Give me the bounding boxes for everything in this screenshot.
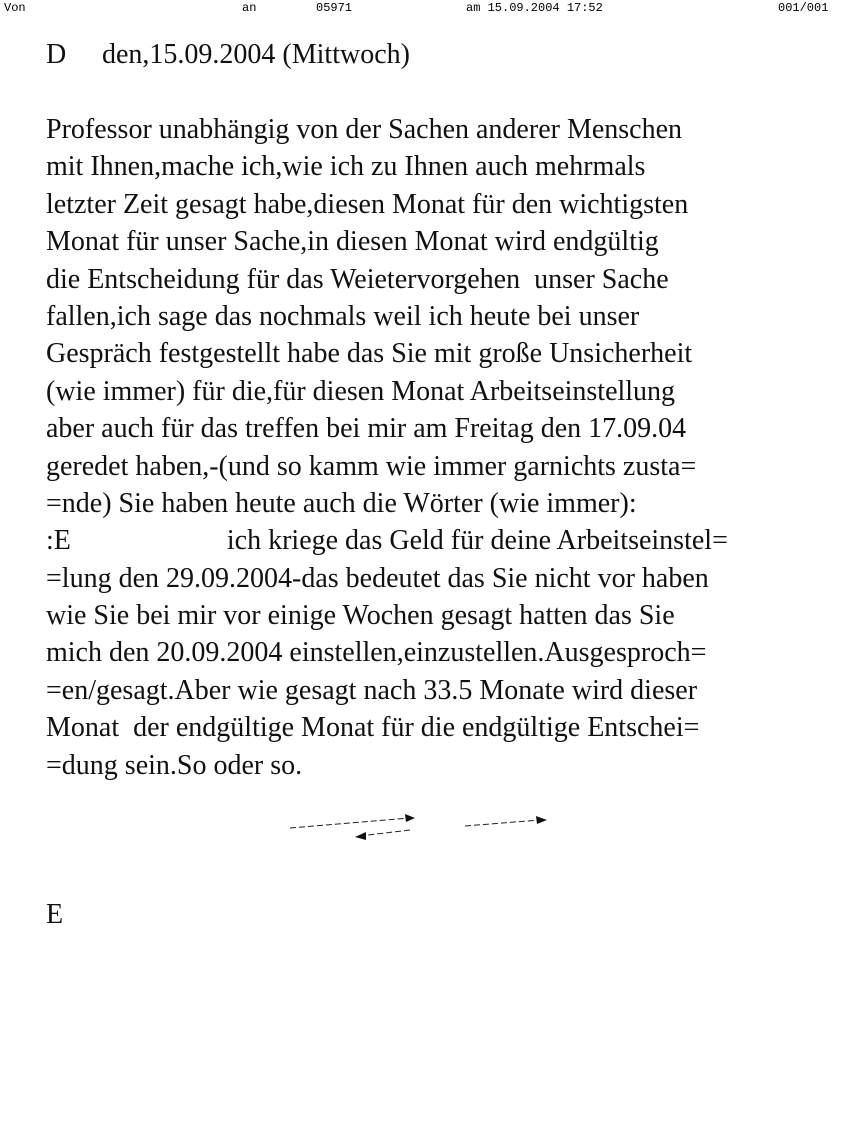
fax-to-label: an xyxy=(242,1,257,15)
letter-body xyxy=(46,111,846,784)
arrow-left-head-icon xyxy=(355,832,366,840)
body-line: fallen,ich sage das nochmals weil ich heute bei unser xyxy=(46,300,640,332)
body-line: mich den 20.09.2004 einstellen,einzustellen.Ausgesproch= xyxy=(46,637,707,669)
fax-number: 05971 xyxy=(316,1,353,15)
body-line: (wie immer) für die,für diesen Monat Arbeitseinstellung xyxy=(46,375,676,407)
fax-from-label: Von xyxy=(4,1,26,15)
fax-sent-timestamp: am 15.09.2004 17:52 xyxy=(466,1,603,15)
arrow-right-line-2 xyxy=(465,820,540,826)
body-line: wie Sie bei mir vor einige Wochen gesagt hatten das Sie xyxy=(46,600,675,632)
arrow-right-head-icon xyxy=(405,814,415,822)
recipient-initial: D xyxy=(46,39,67,70)
fax-page-count: 001/001 xyxy=(778,1,829,15)
body-line: Monat für unser Sache,in diesen Monat wird endgültig xyxy=(46,226,659,258)
fax-header xyxy=(0,0,850,18)
arrow-right-head-icon-2 xyxy=(536,816,547,824)
body-line: aber auch für das treffen bei mir am Freitag den 17.09.04 xyxy=(46,413,687,445)
arrow-doodle xyxy=(260,808,560,848)
quote-line xyxy=(46,522,846,559)
body-line: =dung sein.So oder so. xyxy=(46,749,303,781)
quote-prefix: :E xyxy=(46,525,71,557)
body-line: mit Ihnen,mache ich,wie ich zu Ihnen auch mehrmals xyxy=(46,151,646,183)
closing-initial: E xyxy=(46,899,64,930)
body-line: letzter Zeit gesagt habe,diesen Monat für den wichtigsten xyxy=(46,188,689,220)
body-line: Professor unabhängig von der Sachen anderer Menschen xyxy=(46,114,683,145)
body-line: =lung den 29.09.2004-das bedeutet das Sie nicht vor haben xyxy=(46,562,709,594)
body-line: Monat der endgültige Monat für die endgültige Entschei= xyxy=(46,712,700,744)
body-line: =nde) Sie haben heute auch die Wörter (wie immer): xyxy=(46,487,637,519)
letter-date-line xyxy=(46,36,410,74)
body-line: Gespräch festgestellt habe das Sie mit große Unsicherheit xyxy=(46,338,693,370)
body-line-text: ich kriege das Geld für deine Arbeitseinstel= xyxy=(226,525,728,557)
arrow-right-line xyxy=(290,818,410,828)
body-line: =en/gesagt.Aber wie gesagt nach 33.5 Monate wird dieser xyxy=(46,674,698,706)
body-line: die Entscheidung für das Weietervorgehen unser Sache xyxy=(46,263,669,295)
letter-date: den,15.09.2004 (Mittwoch) xyxy=(102,39,410,70)
arrow-left-line xyxy=(360,830,410,836)
body-line: geredet haben,-(und so kamm wie immer garnichts zusta= xyxy=(46,450,697,482)
